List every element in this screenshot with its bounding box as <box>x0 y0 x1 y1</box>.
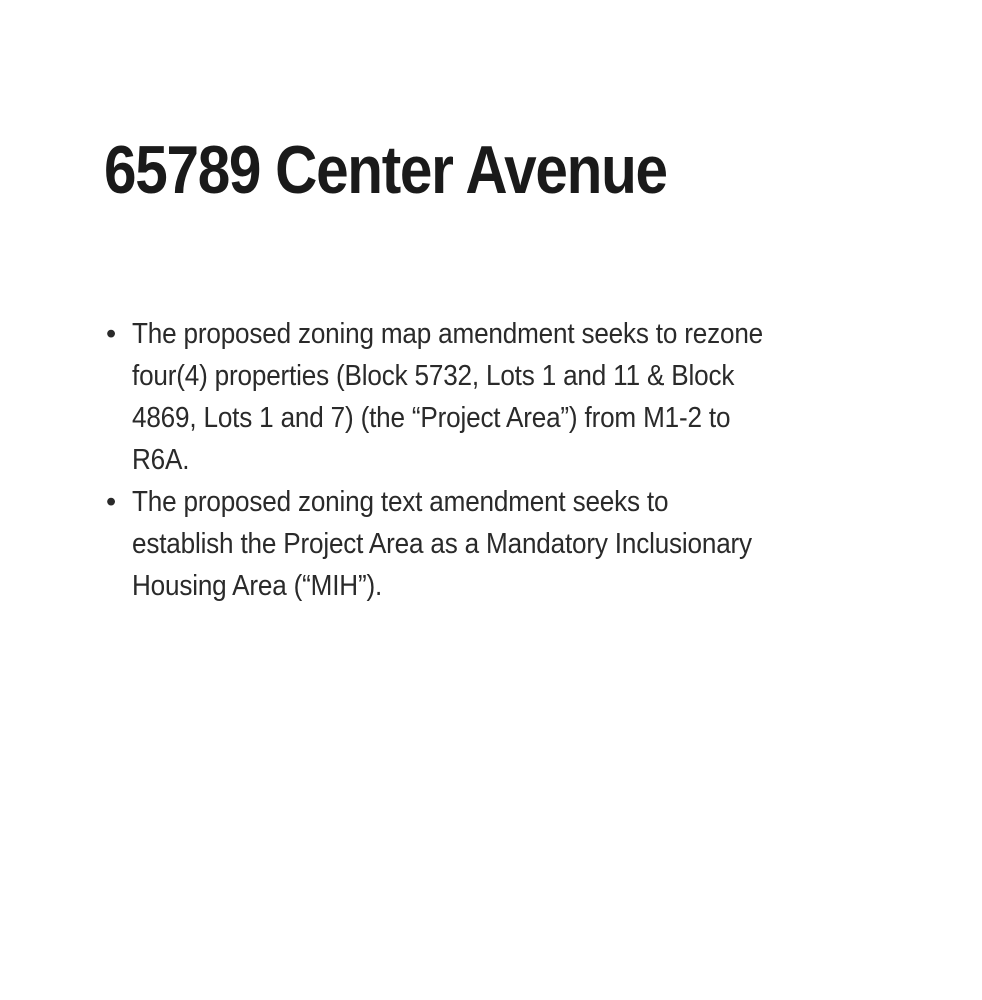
text-line: Housing Area (“MIH”). <box>132 570 383 602</box>
text-line: 4869, Lots 1 and 7) (the “Project Area”) from M1-2 to <box>132 402 731 434</box>
list-item <box>104 481 884 607</box>
text-line: The proposed zoning text amendment seeks to <box>132 486 669 518</box>
bullet-text <box>132 313 884 481</box>
bullet-list <box>104 313 884 607</box>
page-title: 65789 Center Avenue <box>104 132 667 208</box>
bullet-icon: • <box>106 486 116 518</box>
text-line: R6A. <box>132 444 190 476</box>
text-line: four(4) properties (Block 5732, Lots 1 and 11 & Block <box>132 360 735 392</box>
bullet-text <box>132 481 884 607</box>
text-line: The proposed zoning map amendment seeks to rezone <box>132 318 764 350</box>
list-item <box>104 313 884 481</box>
bullet-icon: • <box>106 318 116 350</box>
text-line: establish the Project Area as a Mandatory Inclusionary <box>132 528 752 560</box>
